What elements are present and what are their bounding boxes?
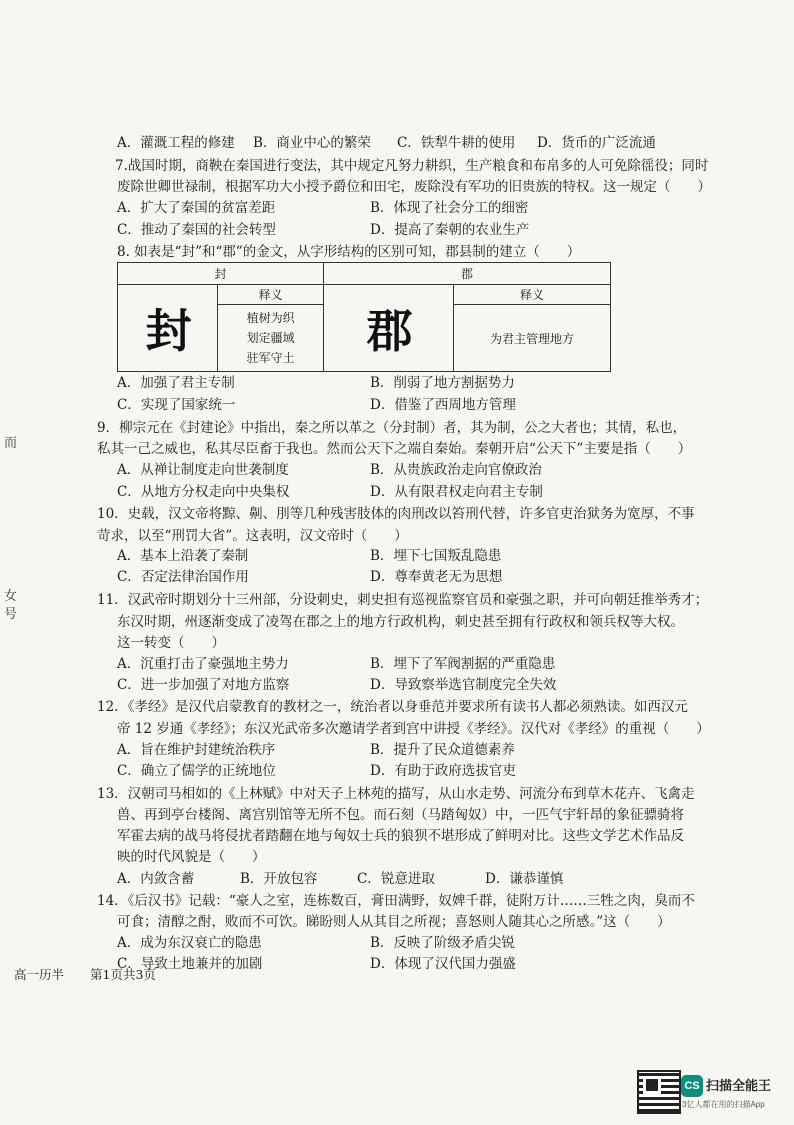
- q13-option-b: B．开放包容: [240, 871, 318, 887]
- q14-option-b: B．反映了阶级矛盾尖锐: [370, 935, 515, 951]
- qr-code-icon: [637, 1070, 681, 1114]
- jun-bronze-glyph: 郡: [366, 304, 411, 358]
- q9-stem-line-1: 9．柳宗元在《封建论》中指出，秦之所以革之（分封制）者，其为制，公之大者也；其情，私也，: [97, 420, 687, 436]
- q12-stem-line-2: 帝 12 岁通《孝经》；东汉光武帝多次邀请学者到宫中讲授《孝经》。汉代对《孝经》的重视（ ）: [117, 721, 710, 737]
- q11-stem-line-2: 东汉时期，州逐渐变成了凌驾在郡之上的地方行政机构，刺史甚至拥有行政权和领兵权等大权。: [117, 614, 684, 630]
- q13-stem-line-4: 映的时代风貌是（ ）: [117, 849, 266, 865]
- q10-option-a: A．基本上沿袭了秦制: [117, 548, 249, 564]
- q8-header-jun: 郡: [324, 263, 611, 285]
- q11-option-b: B．埋下了军阀割据的严重隐患: [370, 656, 556, 672]
- q12-option-d: D．有助于政府选拔官吏: [370, 763, 516, 779]
- q13-option-c: C．锐意进取: [357, 871, 435, 887]
- q11-option-c: C．进一步加强了对地方监察: [117, 677, 290, 693]
- q8-jun-glyph-cell: [324, 285, 454, 372]
- q9-option-b: B．从贵族政治走向官僚政治: [370, 462, 542, 478]
- feng-meaning-3: 驻军守土: [246, 351, 295, 365]
- q7-option-c: C．推动了秦国的社会转型: [117, 222, 276, 238]
- footer-page-number: 第1页共3页: [90, 967, 156, 982]
- margin-mark-2: 女: [4, 589, 18, 604]
- q13-stem-line-3: 军霍去病的战马将侵扰者踏翻在地与匈奴士兵的狼狈不堪形成了鲜明对比。这些文学艺术作品反: [117, 828, 684, 844]
- q7-option-b: B．体现了社会分工的细密: [370, 200, 529, 216]
- footer-subject: 高一历半: [14, 967, 65, 982]
- q12-option-c: C．确立了儒学的正统地位: [117, 763, 276, 779]
- q13-option-a: A．内敛含蓄: [117, 871, 195, 887]
- q13-stem-line-1: 13．汉朝司马相如的《上林赋》中对天子上林苑的描写，从山水走势、河流分布到草木花卉、飞禽走: [97, 786, 695, 802]
- scanner-tagline: 3亿人都在用的扫描App: [682, 1100, 765, 1109]
- q8-option-d: D．借鉴了西周地方管理: [370, 397, 516, 413]
- q10-option-b: B．埋下七国叛乱隐患: [370, 548, 502, 564]
- q8-jun-meaning: 为君主管理地方: [453, 305, 610, 372]
- q13-option-d: D．谦恭谨慎: [485, 871, 564, 887]
- q7-option-d: D．提高了秦朝的农业生产: [370, 222, 530, 238]
- q8-header-feng: 封: [118, 263, 324, 285]
- q6-option-a: A．灌溉工程的修建: [117, 135, 235, 151]
- q8-table: [117, 262, 611, 372]
- q12-option-a: A．旨在维护封建统治秩序: [117, 742, 276, 758]
- scanner-brand-name: 扫描全能王: [706, 1078, 772, 1093]
- q6-option-c: C．铁犁牛耕的使用: [397, 135, 516, 151]
- q8-feng-meaning: [218, 305, 324, 372]
- q14-option-d: D．体现了汉代国力强盛: [370, 956, 516, 972]
- q14-option-c: C．导致土地兼并的加剧: [117, 956, 263, 972]
- q14-stem-line-2: 可食；清醇之酎，败而不可饮。睇盼则人从其目之所视；喜怒则人随其心之所感。”这（ ）: [117, 914, 671, 930]
- q14-option-a: A．成为东汉衰亡的隐患: [117, 935, 262, 951]
- q11-option-d: D．导致察举选官制度完全失效: [370, 677, 557, 693]
- q12-option-b: B．提升了民众道德素养: [370, 742, 515, 758]
- q8-option-b: B．削弱了地方割据势力: [370, 375, 515, 391]
- q10-stem-line-2: 苛求，以至“刑罚大省”。这表明，汉文帝时（ ）: [97, 528, 408, 544]
- q11-stem-line-3: 这一转变（ ）: [117, 635, 225, 651]
- q12-stem-line-1: 12．《孝经》是汉代启蒙教育的教材之一，统治者以身垂范并要求所有读书人都必须熟读。如西汉元: [97, 699, 688, 715]
- q13-stem-line-2: 兽、再到亭台楼阁、离宫别馆等无所不包。而石刻（马踏匈奴）中，一匹气宇轩昂的象征骠骑将: [117, 807, 684, 823]
- q11-stem-line-1: 11．汉武帝时期划分十三州部，分设刺史，刺史担有巡视监察官员和豪强之职，并可向朝廷推举秀才；: [97, 592, 709, 608]
- q9-option-d: D．从有限君权走向君主专制: [370, 484, 543, 500]
- margin-mark-1: 而: [4, 436, 18, 451]
- q8-feng-meaning-label: 释义: [218, 285, 324, 305]
- q8-option-c: C．实现了国家统一: [117, 397, 236, 413]
- margin-mark-3: 号: [4, 607, 18, 622]
- q8-option-a: A．加强了君主专制: [117, 375, 235, 391]
- q7-option-a: A．扩大了秦国的贫富差距: [117, 200, 276, 216]
- q8-feng-glyph-cell: [118, 285, 218, 372]
- feng-meaning-2: 划定疆域: [246, 331, 295, 345]
- q10-option-c: C．否定法律治国作用: [117, 569, 249, 585]
- q8-stem: 8. 如表是“封”和“郡”的金文，从字形结构的区别可知，郡县制的建立（ ）: [117, 244, 581, 260]
- q8-jun-meaning-label: 释义: [453, 285, 610, 305]
- q9-stem-line-2: 私其一己之威也，私其尽臣畜于我也。然而公天下之端自秦始。秦朝开启“公天下”主要是指（ ）: [97, 441, 692, 457]
- feng-bronze-glyph: 封: [145, 304, 190, 358]
- q10-option-d: D．尊奉黄老无为思想: [370, 569, 503, 585]
- q6-option-b: B．商业中心的繁荣: [253, 135, 371, 151]
- q6-option-d: D．货币的广泛流通: [537, 135, 656, 151]
- feng-meaning-1: 植树为织: [246, 311, 295, 325]
- q9-option-a: A．从禅让制度走向世袭制度: [117, 462, 289, 478]
- q10-stem-line-1: 10．史载，汉文帝将黥、劓、刖等几种残害肢体的肉刑改以笞刑代替，许多官吏治狱务为宽厚，不事: [97, 506, 695, 522]
- q14-stem-line-1: 14．《后汉书》记载：“豪人之室，连栋数百，膏田满野，奴婢千群，徒附万计……三牲之肉，臭而不: [97, 893, 695, 909]
- camscanner-logo-icon: CS: [681, 1075, 703, 1097]
- q7-stem-line-2: 废除世卿世禄制，根据军功大小授予爵位和田宅，废除没有军功的旧贵族的特权。这一规定（ ）: [117, 179, 711, 195]
- q11-option-a: A．沉重打击了豪强地主势力: [117, 656, 289, 672]
- q9-option-c: C．从地方分权走向中央集权: [117, 484, 290, 500]
- q7-stem-line-1: 7.战国时期，商鞅在秦国进行变法，其中规定凡努力耕织，生产粮食和布帛多的人可免除徭役；同时: [115, 158, 709, 174]
